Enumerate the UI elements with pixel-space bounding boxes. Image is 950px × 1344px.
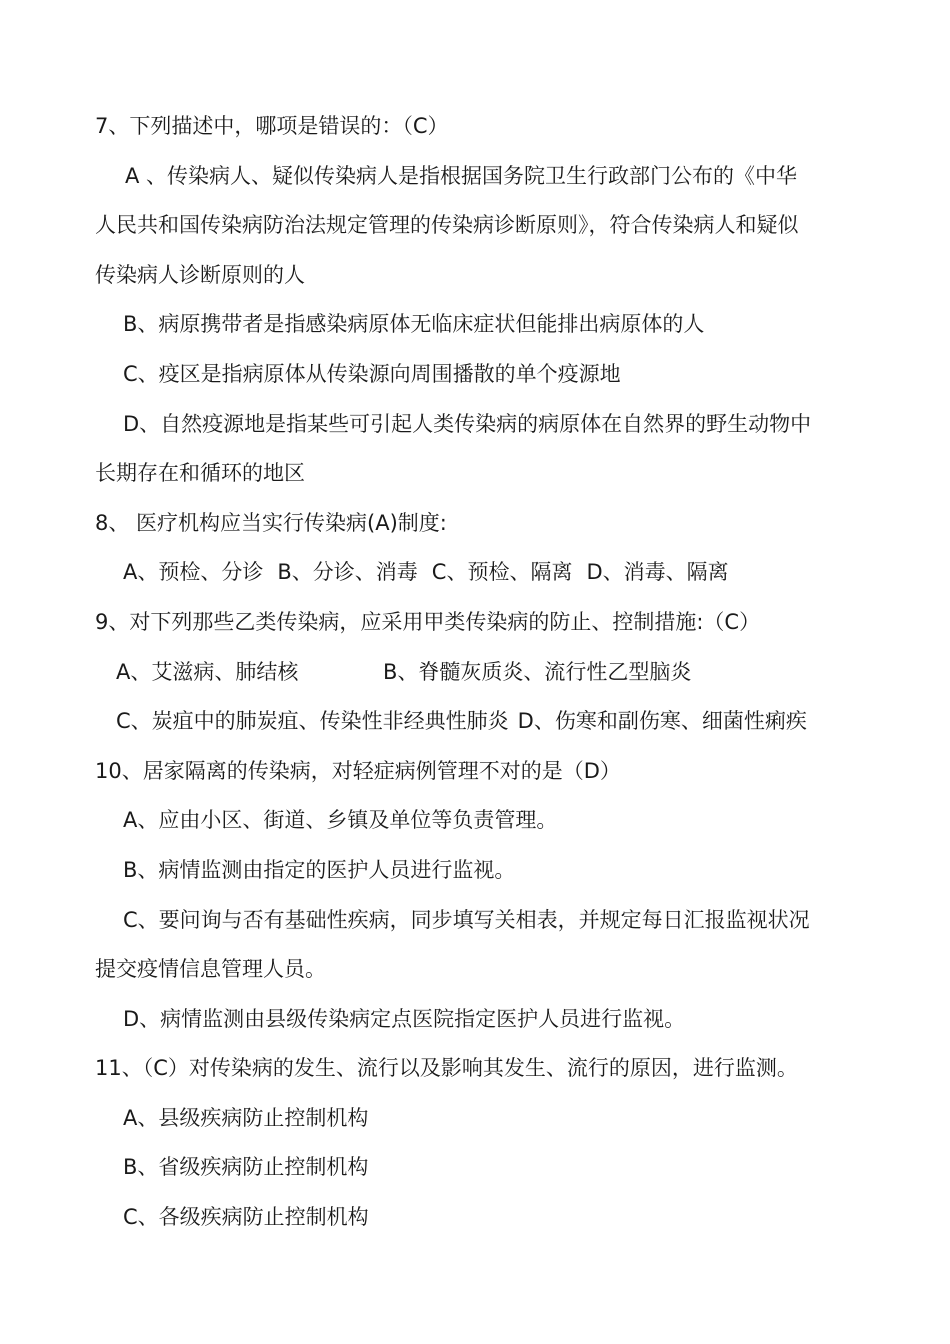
question-7-stem: 7、下列描述中，哪项是错误的：（C） bbox=[95, 114, 449, 138]
question-11-stem: 11、（C）对传染病的发生、流行以及影响其发生、流行的原因，进行监测。 bbox=[95, 1056, 798, 1081]
question-11-option-b: B、省级疾病防止控制机构 bbox=[123, 1155, 369, 1180]
question-10-stem: 10、居家隔离的传染病，对轻症病例管理不对的是（D） bbox=[95, 758, 621, 783]
document-page bbox=[95, 102, 865, 1243]
question-9-options-row-1 bbox=[95, 648, 865, 698]
question-10-option-c-line-1: C、要问询与否有基础性疾病，同步填写关相表，并规定每日汇报监视状况 bbox=[123, 907, 810, 932]
question-9-option-c: C、炭疽中的肺炭疽、传染性非经典性肺炎 bbox=[116, 709, 509, 734]
question-10-option-a: A、应由小区、街道、乡镇及单位等负责管理。 bbox=[123, 808, 558, 833]
question-7-option-a-line-1: A 、传染病人、疑似传染病人是指根据国务院卫生行政部门公布的《中华 bbox=[125, 163, 798, 188]
question-11-option-a: A、县级疾病防止控制机构 bbox=[123, 1105, 369, 1130]
question-9-option-b: B、脊髓灰质炎、流行性乙型脑炎 bbox=[383, 659, 692, 684]
question-9-stem: 9、对下列那些乙类传染病，应采用甲类传染病的防止、控制措施:（C） bbox=[95, 609, 761, 634]
question-11-option-c: C、各级疾病防止控制机构 bbox=[123, 1205, 369, 1230]
question-9-options-row-2 bbox=[95, 697, 865, 747]
question-7-option-a-line-2: 人民共和国传染病防治法规定管理的传染病诊断原则》，符合传染病人和疑似 bbox=[95, 213, 799, 238]
question-8-option-d: D、消毒、隔离 bbox=[586, 560, 729, 585]
question-8-option-b: B、分诊、消毒 bbox=[277, 560, 418, 585]
question-7-option-b: B、病原携带者是指感染病原体无临床症状但能排出病原体的人 bbox=[123, 312, 705, 337]
question-10-option-c-line-2: 提交疫情信息管理人员。 bbox=[95, 957, 326, 982]
question-7-option-c: C、疫区是指病原体从传染源向周围播散的单个疫源地 bbox=[123, 361, 621, 386]
question-7-option-a-line-3: 传染病人诊断原则的人 bbox=[95, 262, 305, 287]
question-10-option-b: B、病情监测由指定的医护人员进行监视。 bbox=[123, 857, 516, 882]
question-7-option-d-line-1: D、自然疫源地是指某些可引起人类传染病的病原体在自然界的野生动物中 bbox=[123, 411, 812, 436]
question-10-option-d: D、病情监测由县级传染病定点医院指定医护人员进行监视。 bbox=[123, 1006, 686, 1031]
question-7-option-d-line-2: 长期存在和循环的地区 bbox=[95, 461, 305, 486]
question-9-option-a: A、艾滋病、肺结核 bbox=[116, 659, 299, 684]
question-9-option-d: D、伤寒和副伤寒、细菌性痢疾 bbox=[517, 709, 807, 734]
question-8-stem: 8、 医疗机构应当实行传染病(A)制度: bbox=[95, 510, 447, 535]
question-8-option-c: C、预检、隔离 bbox=[431, 560, 573, 585]
question-8-options bbox=[95, 548, 865, 598]
question-8-option-a: A、预检、分诊 bbox=[123, 560, 264, 585]
